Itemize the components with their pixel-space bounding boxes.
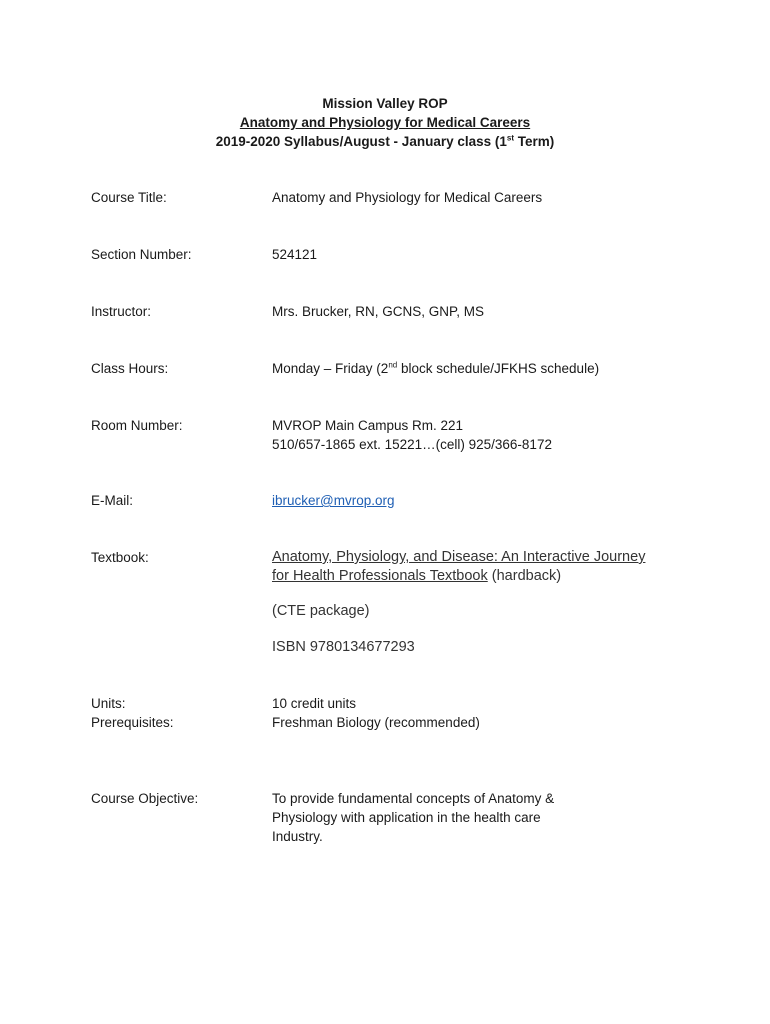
email-value-wrap [272,491,712,510]
textbook-isbn: ISBN 9780134677293 [272,639,415,655]
header-term-text: 2019-2020 Syllabus/August - January class (1 [215,134,507,149]
email-label: E-Mail: [91,493,134,508]
textbook-title-line2-wrap [272,567,712,586]
class-hours-text: Monday – Friday (2 [272,361,389,376]
header-term-sup: st [506,133,514,143]
header-term [0,132,770,151]
textbook-title-line2: for Health Professionals Textbook [272,568,488,584]
class-hours-sup: nd [388,360,398,370]
objective-line3: Industry. [272,829,323,844]
textbook-value [272,548,712,586]
course-title-label: Course Title: [91,190,167,205]
email-link[interactable]: ibrucker@mvrop.org [272,493,395,508]
room-number-label: Room Number: [91,418,183,433]
textbook-package: (CTE package) [272,603,370,619]
phone-line: 510/657-1865 ext. 15221…(cell) 925/366-8172 [272,437,552,452]
units-label: Units: [91,696,126,711]
instructor-value: Mrs. Brucker, RN, GCNS, GNP, MS [272,304,485,319]
room-number-value [272,416,712,454]
header-org: Mission Valley ROP [322,96,448,111]
room-line: MVROP Main Campus Rm. 221 [272,418,464,433]
textbook-title-line1: Anatomy, Physiology, and Disease: An Interactive Journey [272,549,646,565]
units-value: 10 credit units [272,696,357,711]
instructor-label: Instructor: [91,304,152,319]
prerequisites-label: Prerequisites: [91,715,174,730]
section-number-label: Section Number: [91,247,192,262]
textbook-label: Textbook: [91,550,149,565]
course-title-value: Anatomy and Physiology for Medical Careers [272,190,543,205]
class-hours-end: block schedule/JFKHS schedule) [397,361,600,376]
header-course: Anatomy and Physiology for Medical Careers [239,115,531,130]
textbook-format: (hardback) [487,568,562,584]
objective-line1: To provide fundamental concepts of Anatomy & [272,791,555,806]
course-objective-value [272,789,712,846]
class-hours-value [272,359,712,378]
section-number-value: 524121 [272,247,318,262]
prerequisites-value: Freshman Biology (recommended) [272,715,480,730]
class-hours-label: Class Hours: [91,361,169,376]
document-header [0,94,770,151]
course-objective-label: Course Objective: [91,791,199,806]
header-term-end: Term) [514,134,555,149]
objective-line2: Physiology with application in the health care [272,810,541,825]
